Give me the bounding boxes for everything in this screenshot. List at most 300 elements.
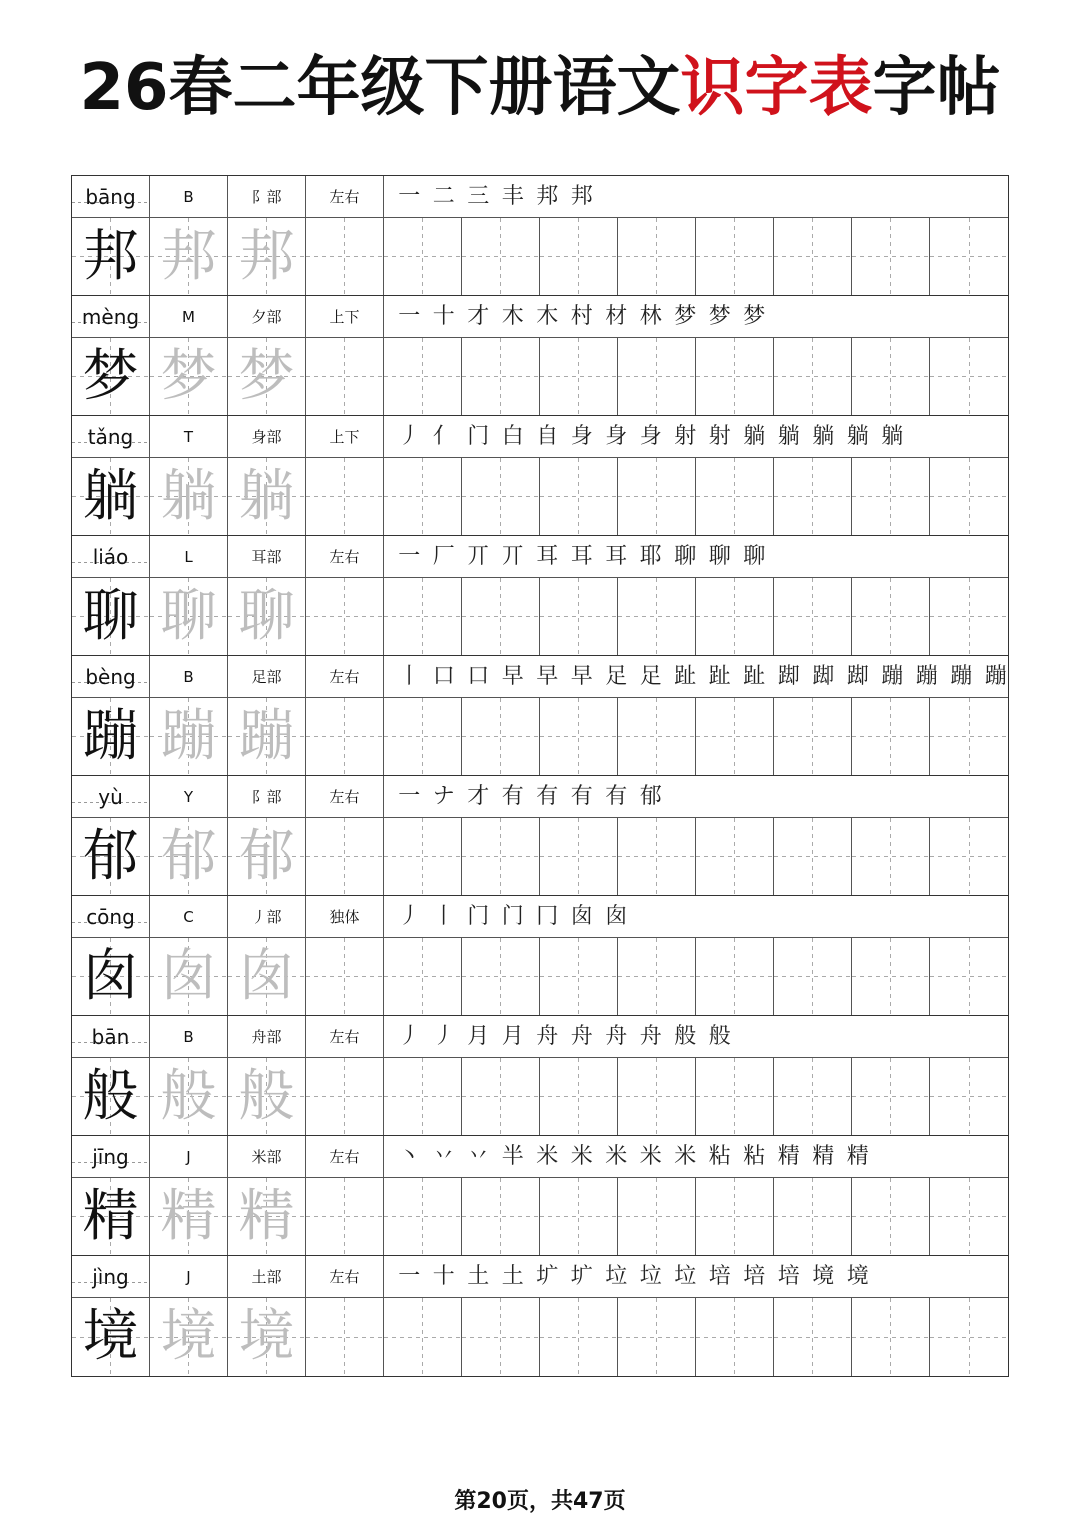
stroke-step: 木 bbox=[501, 303, 524, 329]
blank-practice-cell bbox=[930, 1178, 1008, 1255]
stroke-step: 一 bbox=[398, 543, 421, 569]
blank-practice-cell bbox=[384, 698, 462, 775]
blank-practice-cell bbox=[462, 1298, 540, 1376]
writing-grid-row bbox=[72, 458, 1008, 536]
model-character: 囱 bbox=[72, 938, 150, 1015]
stroke-step: 培 bbox=[743, 1263, 766, 1289]
stroke-step: 才 bbox=[467, 783, 490, 809]
model-character: 梦 bbox=[72, 338, 150, 415]
stroke-step: 丨 bbox=[432, 903, 455, 929]
blank-practice-cell bbox=[306, 1058, 384, 1135]
blank-practice-cell bbox=[384, 1058, 462, 1135]
practice-sheet bbox=[71, 175, 1009, 1377]
info-row bbox=[72, 296, 1008, 338]
stroke-step: 聊 bbox=[708, 543, 731, 569]
stroke-order bbox=[384, 536, 1008, 577]
stroke-step: 一 bbox=[398, 183, 421, 209]
blank-practice-cell bbox=[462, 1058, 540, 1135]
stroke-step: 丿 bbox=[398, 423, 421, 449]
stroke-step: 蹦 bbox=[950, 663, 973, 689]
stroke-step: 圹 bbox=[536, 1263, 559, 1289]
stroke-step: 早 bbox=[536, 663, 559, 689]
writing-grid-row bbox=[72, 338, 1008, 416]
stroke-step: 耳 bbox=[536, 543, 559, 569]
stroke-step: 丌 bbox=[467, 543, 490, 569]
blank-practice-cell bbox=[696, 458, 774, 535]
trace-character: 聊 bbox=[150, 578, 228, 655]
blank-practice-cell bbox=[540, 1298, 618, 1376]
blank-practice-cell bbox=[696, 1178, 774, 1255]
blank-practice-cell bbox=[852, 218, 930, 295]
initial-letter-cell: J bbox=[150, 1256, 228, 1297]
blank-practice-cell bbox=[696, 218, 774, 295]
stroke-step: 郁 bbox=[639, 783, 662, 809]
stroke-order bbox=[384, 1256, 1008, 1297]
blank-practice-cell bbox=[930, 1058, 1008, 1135]
stroke-step: 厂 bbox=[432, 543, 455, 569]
stroke-step: 丨 bbox=[398, 663, 421, 689]
blank-practice-cell bbox=[696, 698, 774, 775]
stroke-step: 垃 bbox=[674, 1263, 697, 1289]
stroke-step: 身 bbox=[605, 423, 628, 449]
writing-grid-row bbox=[72, 1298, 1008, 1376]
radical-cell: 身部 bbox=[228, 416, 306, 457]
radical-cell: 足部 bbox=[228, 656, 306, 697]
radical-cell: 土部 bbox=[228, 1256, 306, 1297]
blank-practice-cell bbox=[774, 1178, 852, 1255]
blank-practice-cell bbox=[384, 818, 462, 895]
stroke-step: 聊 bbox=[743, 543, 766, 569]
stroke-order bbox=[384, 656, 1013, 697]
stroke-step: 口 bbox=[467, 663, 490, 689]
stroke-step: 舟 bbox=[605, 1023, 628, 1049]
stroke-step: 囱 bbox=[570, 903, 593, 929]
stroke-step: 踋 bbox=[812, 663, 835, 689]
blank-practice-cell bbox=[852, 698, 930, 775]
stroke-step: 聊 bbox=[674, 543, 697, 569]
blank-practice-cell bbox=[618, 578, 696, 655]
blank-practice-cell bbox=[306, 578, 384, 655]
blank-practice-cell bbox=[540, 938, 618, 1015]
radical-cell: 夕部 bbox=[228, 296, 306, 337]
trace-character: 梦 bbox=[228, 338, 306, 415]
radical-cell: 阝部 bbox=[228, 176, 306, 217]
stroke-step: 培 bbox=[777, 1263, 800, 1289]
blank-practice-cell bbox=[618, 818, 696, 895]
stroke-step: 米 bbox=[536, 1143, 559, 1169]
pinyin-cell: bān bbox=[72, 1016, 150, 1057]
blank-practice-cell bbox=[774, 338, 852, 415]
blank-practice-cell bbox=[618, 338, 696, 415]
trace-character: 般 bbox=[150, 1058, 228, 1135]
pinyin-cell: bèng bbox=[72, 656, 150, 697]
structure-cell: 左右 bbox=[306, 176, 384, 217]
stroke-step: 邦 bbox=[570, 183, 593, 209]
blank-practice-cell bbox=[540, 218, 618, 295]
writing-grid-row bbox=[72, 1058, 1008, 1136]
stroke-step: 米 bbox=[674, 1143, 697, 1169]
stroke-step: 一 bbox=[398, 783, 421, 809]
structure-cell: 独体 bbox=[306, 896, 384, 937]
stroke-step: 才 bbox=[467, 303, 490, 329]
trace-character: 躺 bbox=[150, 458, 228, 535]
initial-letter-cell: Y bbox=[150, 776, 228, 817]
blank-practice-cell bbox=[696, 338, 774, 415]
blank-practice-cell bbox=[540, 818, 618, 895]
stroke-step: 半 bbox=[501, 1143, 524, 1169]
blank-practice-cell bbox=[384, 458, 462, 535]
stroke-step: 垃 bbox=[639, 1263, 662, 1289]
blank-practice-cell bbox=[774, 938, 852, 1015]
stroke-step: 材 bbox=[605, 303, 628, 329]
title-part1: 26春二年级下册语文 bbox=[79, 51, 681, 125]
blank-practice-cell bbox=[852, 578, 930, 655]
pinyin-cell: jīng bbox=[72, 1136, 150, 1177]
structure-cell: 左右 bbox=[306, 1016, 384, 1057]
stroke-step: ナ bbox=[432, 783, 455, 809]
trace-character: 邦 bbox=[228, 218, 306, 295]
blank-practice-cell bbox=[306, 938, 384, 1015]
stroke-step: 有 bbox=[605, 783, 628, 809]
pinyin-cell: cōng bbox=[72, 896, 150, 937]
model-character: 境 bbox=[72, 1298, 150, 1376]
stroke-step: 粘 bbox=[743, 1143, 766, 1169]
blank-practice-cell bbox=[618, 1178, 696, 1255]
writing-grid-row bbox=[72, 1178, 1008, 1256]
blank-practice-cell bbox=[930, 818, 1008, 895]
writing-grid-row bbox=[72, 818, 1008, 896]
pinyin-cell: liáo bbox=[72, 536, 150, 577]
stroke-step: 门 bbox=[501, 903, 524, 929]
radical-cell: 阝部 bbox=[228, 776, 306, 817]
stroke-step: 有 bbox=[501, 783, 524, 809]
writing-grid-row bbox=[72, 938, 1008, 1016]
info-row bbox=[72, 1016, 1008, 1058]
model-character: 聊 bbox=[72, 578, 150, 655]
pinyin-cell: bāng bbox=[72, 176, 150, 217]
stroke-step: 舟 bbox=[570, 1023, 593, 1049]
blank-practice-cell bbox=[618, 458, 696, 535]
blank-practice-cell bbox=[852, 1058, 930, 1135]
stroke-order bbox=[384, 296, 1008, 337]
stroke-step: 米 bbox=[605, 1143, 628, 1169]
writing-grid-row bbox=[72, 578, 1008, 656]
stroke-step: 踋 bbox=[846, 663, 869, 689]
stroke-step: 蹦 bbox=[881, 663, 904, 689]
blank-practice-cell bbox=[696, 938, 774, 1015]
page-footer: 第20页，共47页 bbox=[454, 1489, 626, 1514]
info-row bbox=[72, 536, 1008, 578]
stroke-step: 十 bbox=[432, 1263, 455, 1289]
structure-cell: 左右 bbox=[306, 776, 384, 817]
stroke-step: 早 bbox=[501, 663, 524, 689]
blank-practice-cell bbox=[696, 1058, 774, 1135]
radical-cell: 米部 bbox=[228, 1136, 306, 1177]
blank-practice-cell bbox=[306, 698, 384, 775]
blank-practice-cell bbox=[540, 578, 618, 655]
writing-grid-row bbox=[72, 698, 1008, 776]
blank-practice-cell bbox=[462, 1178, 540, 1255]
stroke-step: 自 bbox=[536, 423, 559, 449]
stroke-step: 射 bbox=[708, 423, 731, 449]
blank-practice-cell bbox=[696, 818, 774, 895]
stroke-step: 趾 bbox=[674, 663, 697, 689]
stroke-step: 躺 bbox=[846, 423, 869, 449]
blank-practice-cell bbox=[384, 578, 462, 655]
blank-practice-cell bbox=[852, 1298, 930, 1376]
stroke-step: 躺 bbox=[881, 423, 904, 449]
blank-practice-cell bbox=[852, 1178, 930, 1255]
writing-grid-row bbox=[72, 218, 1008, 296]
stroke-step: 趾 bbox=[708, 663, 731, 689]
stroke-step: 躺 bbox=[743, 423, 766, 449]
trace-character: 蹦 bbox=[150, 698, 228, 775]
model-character: 邦 bbox=[72, 218, 150, 295]
blank-practice-cell bbox=[930, 218, 1008, 295]
stroke-step: 口 bbox=[432, 663, 455, 689]
trace-character: 郁 bbox=[150, 818, 228, 895]
blank-practice-cell bbox=[852, 338, 930, 415]
stroke-step: 粘 bbox=[708, 1143, 731, 1169]
blank-practice-cell bbox=[540, 1178, 618, 1255]
trace-character: 邦 bbox=[150, 218, 228, 295]
structure-cell: 上下 bbox=[306, 416, 384, 457]
blank-practice-cell bbox=[306, 218, 384, 295]
stroke-order bbox=[384, 176, 1008, 217]
blank-practice-cell bbox=[930, 938, 1008, 1015]
stroke-step: 林 bbox=[639, 303, 662, 329]
stroke-step: 足 bbox=[605, 663, 628, 689]
trace-character: 精 bbox=[228, 1178, 306, 1255]
stroke-step: 亻 bbox=[432, 423, 455, 449]
stroke-step: 一 bbox=[398, 1263, 421, 1289]
blank-practice-cell bbox=[384, 1298, 462, 1376]
initial-letter-cell: C bbox=[150, 896, 228, 937]
structure-cell: 左右 bbox=[306, 1256, 384, 1297]
stroke-step: 射 bbox=[674, 423, 697, 449]
blank-practice-cell bbox=[852, 458, 930, 535]
stroke-step: 丷 bbox=[467, 1143, 490, 1169]
initial-letter-cell: B bbox=[150, 1016, 228, 1057]
blank-practice-cell bbox=[618, 698, 696, 775]
stroke-step: 土 bbox=[467, 1263, 490, 1289]
stroke-step: 丷 bbox=[432, 1143, 455, 1169]
stroke-step: 趾 bbox=[743, 663, 766, 689]
stroke-step: 精 bbox=[812, 1143, 835, 1169]
radical-cell: 丿部 bbox=[228, 896, 306, 937]
stroke-step: 一 bbox=[398, 303, 421, 329]
blank-practice-cell bbox=[930, 578, 1008, 655]
model-character: 般 bbox=[72, 1058, 150, 1135]
stroke-step: 月 bbox=[467, 1023, 490, 1049]
initial-letter-cell: T bbox=[150, 416, 228, 457]
blank-practice-cell bbox=[696, 578, 774, 655]
blank-practice-cell bbox=[462, 458, 540, 535]
trace-character: 郁 bbox=[228, 818, 306, 895]
stroke-step: 精 bbox=[846, 1143, 869, 1169]
stroke-step: 垃 bbox=[605, 1263, 628, 1289]
stroke-step: 村 bbox=[570, 303, 593, 329]
blank-practice-cell bbox=[930, 458, 1008, 535]
info-row bbox=[72, 776, 1008, 818]
stroke-step: 蹦 bbox=[915, 663, 938, 689]
blank-practice-cell bbox=[462, 578, 540, 655]
title-part3: 字帖 bbox=[872, 51, 1001, 125]
stroke-step: 米 bbox=[570, 1143, 593, 1169]
blank-practice-cell bbox=[774, 1058, 852, 1135]
blank-practice-cell bbox=[774, 578, 852, 655]
stroke-step: 圹 bbox=[570, 1263, 593, 1289]
stroke-step: 早 bbox=[570, 663, 593, 689]
stroke-step: 二 bbox=[432, 183, 455, 209]
blank-practice-cell bbox=[774, 698, 852, 775]
trace-character: 般 bbox=[228, 1058, 306, 1135]
stroke-step: 舟 bbox=[536, 1023, 559, 1049]
info-row bbox=[72, 1136, 1008, 1178]
pinyin-cell: yù bbox=[72, 776, 150, 817]
blank-practice-cell bbox=[462, 818, 540, 895]
info-row bbox=[72, 896, 1008, 938]
blank-practice-cell bbox=[852, 818, 930, 895]
pinyin-cell: tǎng bbox=[72, 416, 150, 457]
trace-character: 躺 bbox=[228, 458, 306, 535]
blank-practice-cell bbox=[618, 1298, 696, 1376]
stroke-step: 有 bbox=[536, 783, 559, 809]
initial-letter-cell: B bbox=[150, 176, 228, 217]
info-row bbox=[72, 1256, 1008, 1298]
trace-character: 境 bbox=[228, 1298, 306, 1376]
stroke-step: 丿 bbox=[398, 903, 421, 929]
stroke-step: 梦 bbox=[708, 303, 731, 329]
initial-letter-cell: M bbox=[150, 296, 228, 337]
blank-practice-cell bbox=[540, 1058, 618, 1135]
title-part2: 识字表 bbox=[680, 51, 873, 125]
radical-cell: 耳部 bbox=[228, 536, 306, 577]
stroke-step: 般 bbox=[674, 1023, 697, 1049]
stroke-step: 丿 bbox=[432, 1023, 455, 1049]
structure-cell: 左右 bbox=[306, 656, 384, 697]
stroke-step: 舟 bbox=[639, 1023, 662, 1049]
blank-practice-cell bbox=[930, 1298, 1008, 1376]
stroke-step: 梦 bbox=[743, 303, 766, 329]
blank-practice-cell bbox=[540, 458, 618, 535]
stroke-step: 丿 bbox=[398, 1023, 421, 1049]
model-character: 精 bbox=[72, 1178, 150, 1255]
structure-cell: 上下 bbox=[306, 296, 384, 337]
stroke-order bbox=[384, 1136, 1008, 1177]
stroke-step: 境 bbox=[846, 1263, 869, 1289]
stroke-step: 耶 bbox=[639, 543, 662, 569]
stroke-order bbox=[384, 776, 1008, 817]
blank-practice-cell bbox=[384, 938, 462, 1015]
model-character: 郁 bbox=[72, 818, 150, 895]
blank-practice-cell bbox=[696, 1298, 774, 1376]
info-row bbox=[72, 176, 1008, 218]
trace-character: 蹦 bbox=[228, 698, 306, 775]
page-title bbox=[0, 48, 1080, 128]
blank-practice-cell bbox=[774, 1298, 852, 1376]
stroke-step: 丌 bbox=[501, 543, 524, 569]
blank-practice-cell bbox=[930, 698, 1008, 775]
stroke-step: 木 bbox=[536, 303, 559, 329]
blank-practice-cell bbox=[618, 1058, 696, 1135]
stroke-order bbox=[384, 416, 1008, 457]
initial-letter-cell: J bbox=[150, 1136, 228, 1177]
blank-practice-cell bbox=[462, 338, 540, 415]
stroke-step: 耳 bbox=[605, 543, 628, 569]
stroke-step: 躺 bbox=[777, 423, 800, 449]
blank-practice-cell bbox=[462, 938, 540, 1015]
initial-letter-cell: L bbox=[150, 536, 228, 577]
stroke-step: 丰 bbox=[501, 183, 524, 209]
stroke-step: 三 bbox=[467, 183, 490, 209]
stroke-step: 冂 bbox=[536, 903, 559, 929]
stroke-step: 门 bbox=[467, 903, 490, 929]
stroke-step: 月 bbox=[501, 1023, 524, 1049]
blank-practice-cell bbox=[540, 698, 618, 775]
stroke-step: 培 bbox=[708, 1263, 731, 1289]
blank-practice-cell bbox=[384, 218, 462, 295]
stroke-step: 白 bbox=[501, 423, 524, 449]
stroke-step: 蹦 bbox=[984, 663, 1007, 689]
blank-practice-cell bbox=[618, 938, 696, 1015]
blank-practice-cell bbox=[306, 458, 384, 535]
blank-practice-cell bbox=[618, 218, 696, 295]
pinyin-cell: jìng bbox=[72, 1256, 150, 1297]
blank-practice-cell bbox=[462, 218, 540, 295]
blank-practice-cell bbox=[852, 938, 930, 1015]
blank-practice-cell bbox=[774, 458, 852, 535]
trace-character: 聊 bbox=[228, 578, 306, 655]
stroke-step: 米 bbox=[639, 1143, 662, 1169]
stroke-step: 囱 bbox=[605, 903, 628, 929]
stroke-step: 丶 bbox=[398, 1143, 421, 1169]
trace-character: 精 bbox=[150, 1178, 228, 1255]
stroke-step: 境 bbox=[812, 1263, 835, 1289]
stroke-step: 踋 bbox=[777, 663, 800, 689]
blank-practice-cell bbox=[306, 818, 384, 895]
stroke-step: 有 bbox=[570, 783, 593, 809]
blank-practice-cell bbox=[774, 218, 852, 295]
info-row bbox=[72, 416, 1008, 458]
structure-cell: 左右 bbox=[306, 536, 384, 577]
pinyin-cell: mèng bbox=[72, 296, 150, 337]
stroke-step: 精 bbox=[777, 1143, 800, 1169]
stroke-step: 门 bbox=[467, 423, 490, 449]
stroke-step: 躺 bbox=[812, 423, 835, 449]
stroke-step: 身 bbox=[570, 423, 593, 449]
blank-practice-cell bbox=[384, 1178, 462, 1255]
initial-letter-cell: B bbox=[150, 656, 228, 697]
blank-practice-cell bbox=[306, 338, 384, 415]
blank-practice-cell bbox=[540, 338, 618, 415]
blank-practice-cell bbox=[306, 1178, 384, 1255]
trace-character: 囱 bbox=[228, 938, 306, 1015]
trace-character: 梦 bbox=[150, 338, 228, 415]
stroke-step: 梦 bbox=[674, 303, 697, 329]
stroke-step: 般 bbox=[708, 1023, 731, 1049]
trace-character: 囱 bbox=[150, 938, 228, 1015]
structure-cell: 左右 bbox=[306, 1136, 384, 1177]
stroke-step: 足 bbox=[639, 663, 662, 689]
info-row bbox=[72, 656, 1008, 698]
blank-practice-cell bbox=[930, 338, 1008, 415]
stroke-step: 身 bbox=[639, 423, 662, 449]
radical-cell: 舟部 bbox=[228, 1016, 306, 1057]
blank-practice-cell bbox=[306, 1298, 384, 1376]
stroke-step: 耳 bbox=[570, 543, 593, 569]
trace-character: 境 bbox=[150, 1298, 228, 1376]
